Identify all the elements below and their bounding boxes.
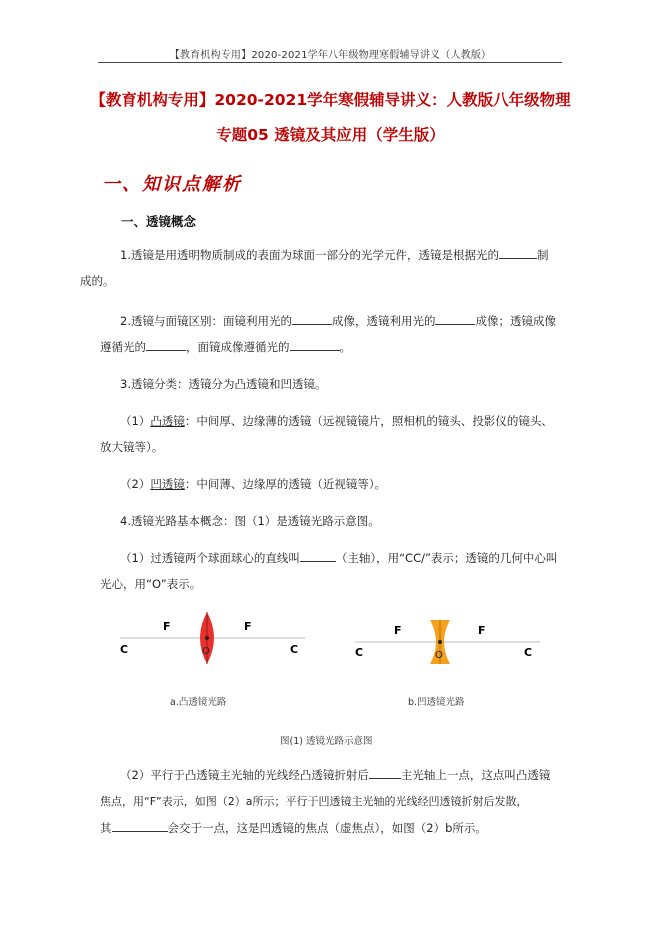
- convex-focus-left-label: F: [163, 620, 171, 633]
- p7-text-b: （主轴），用“CC/”表示；透镜的几何中心叫: [335, 551, 558, 565]
- p2-text-f: 。: [339, 340, 351, 354]
- p5-prefix: （2）: [120, 477, 151, 491]
- section-heading: 一、知识点解析: [102, 174, 242, 195]
- p2-text-c: 成像；透镜成像: [475, 314, 556, 328]
- fill-blank: [292, 312, 332, 325]
- convex-focus-right-label: F: [244, 620, 252, 633]
- doc-title-line1: 【教育机构专用】2020-2021学年寒假辅导讲义：人教版八年级物理: [90, 91, 571, 109]
- p8-text-c: 焦点，用“F”表示，如图（2）a所示；平行于凹透镜主光轴的光线经凹透镜折射后发散，: [100, 795, 528, 808]
- p2-text-d: 遵循光的: [100, 340, 146, 354]
- fill-blank: [300, 549, 336, 562]
- p2-line2: [80, 334, 351, 360]
- fill-blank: [112, 819, 168, 832]
- p4-text-b: 放大镜等）。: [100, 440, 164, 454]
- p7-text-a: （1）过透镜两个球面球心的直线叫: [120, 551, 300, 565]
- fill-blank: [290, 338, 340, 351]
- concave-lens-term: 凹透镜: [150, 477, 185, 491]
- fill-blank: [369, 766, 401, 779]
- doc-title-line2: 专题05 透镜及其应用（学生版）: [216, 126, 445, 144]
- p2-text-e: ，面镜成像遵循光的: [186, 340, 290, 354]
- paragraph-8: [100, 762, 562, 841]
- paragraph-7: [100, 545, 562, 597]
- p8-text-d: 其: [100, 821, 112, 835]
- convex-optical-center-label: O: [202, 646, 210, 657]
- convex-lens-term: 凸透镜: [150, 414, 185, 428]
- p8-text-e: 会交于一点，这是凹透镜的焦点（虚焦点），如图（2）b所示。: [167, 821, 487, 835]
- concave-optical-center-dot: [438, 640, 442, 644]
- running-header: 【教育机构专用】2020-2021学年八年级物理寒假辅导讲义（人教版）: [169, 50, 492, 61]
- p4-text-a: ：中间厚、边缘薄的透镜（远视镜镜片，照相机的镜头、投影仪的镜头、: [184, 414, 553, 428]
- p7-text-c: 光心，用“O”表示。: [100, 577, 202, 591]
- convex-caption: a.凸透镜光路: [170, 697, 227, 708]
- p1-text-b: 制: [536, 248, 549, 262]
- convex-center-left-label: C: [120, 643, 129, 656]
- p5-text-a: ：中间薄、边缘厚的透镜（近视镜等）。: [184, 477, 387, 491]
- concave-center-right-label: C: [524, 646, 533, 659]
- p8-text-b: 主光轴上一点，这点叫凸透镜: [400, 768, 551, 782]
- figure-caption: 图(1) 透镜光路示意图: [280, 736, 373, 747]
- fill-blank: [146, 338, 186, 351]
- paragraph-5: [100, 471, 562, 497]
- fill-blank: [499, 246, 537, 259]
- p2-text-a: 2.透镜与面镜区别：面镜利用光的: [120, 314, 292, 328]
- concave-optical-center-label: O: [435, 650, 443, 661]
- p2-text-b: 成像，透镜利用光的: [331, 314, 436, 328]
- paragraph-6: 4.透镜光路基本概念：图（1）是透镜光路示意图。: [120, 514, 380, 528]
- lens-diagram: [110, 608, 550, 718]
- paragraph-3: 3.透镜分类：透镜分为凸透镜和凹透镜。: [120, 377, 327, 391]
- p1-text-a: 1.透镜是用透明物质制成的表面为球面一部分的光学元件，透镜是根据光的: [120, 248, 499, 262]
- convex-optical-center-dot: [205, 636, 209, 640]
- fill-blank: [435, 312, 475, 325]
- convex-center-right-label: C: [290, 643, 299, 656]
- paragraph-1: [80, 242, 562, 294]
- paragraph-4: [100, 408, 562, 460]
- header-rule: [98, 62, 562, 63]
- concave-center-left-label: C: [355, 646, 364, 659]
- paragraph-2: [100, 308, 562, 360]
- p8-text-a: （2）平行于凸透镜主光轴的光线经凸透镜折射后: [120, 768, 369, 782]
- subsection-heading: 一、透镜概念: [121, 214, 197, 229]
- p1-text-c: 成的。: [80, 274, 115, 288]
- p4-prefix: （1）: [120, 414, 151, 428]
- concave-caption: b.凹透镜光路: [408, 697, 465, 708]
- p8-line3: [80, 815, 487, 841]
- concave-focus-right-label: F: [478, 624, 486, 637]
- concave-focus-left-label: F: [394, 624, 402, 637]
